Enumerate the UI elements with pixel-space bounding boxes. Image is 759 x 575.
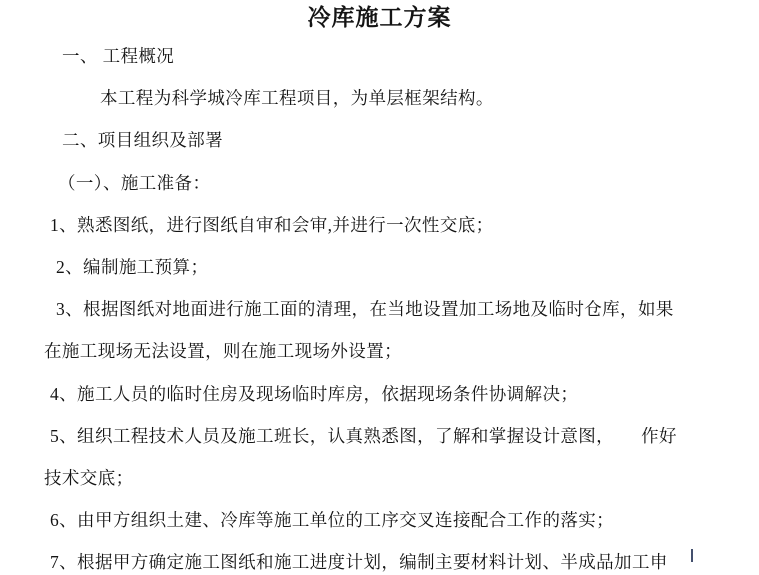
text-line: 5、组织工程技术人员及施工班长，认真熟悉图，了解和掌握设计意图， 作好 xyxy=(50,425,677,446)
document-title: 冷库施工方案 xyxy=(307,5,452,30)
text-line: 技术交底； xyxy=(44,467,134,488)
text-line: 二、项目组织及部署 xyxy=(62,130,224,151)
text-line: 3、根据图纸对地面进行施工面的清理，在当地设置加工场地及临时仓库，如果 xyxy=(56,299,674,320)
text-cursor xyxy=(691,549,693,562)
text-line: （一）、施工准备： xyxy=(58,172,211,193)
text-line: 7、根据甲方确定施工图纸和施工进度计划，编制主要材料计划、半成品加工申 xyxy=(50,552,668,573)
text-line: 在施工现场无法设置，则在施工现场外设置； xyxy=(44,341,402,362)
text-line: 一、 工程概况 xyxy=(62,46,175,66)
text-line: 1、熟悉图纸，进行图纸自审和会审,并进行一次性交底； xyxy=(50,214,494,235)
text-line: 2、编制施工预算； xyxy=(56,256,209,277)
text-line: 4、施工人员的临时住房及现场临时库房，依据现场条件协调解决； xyxy=(50,383,579,404)
text-line: 本工程为科学城冷库工程项目，为单层框架结构。 xyxy=(100,88,494,109)
document-body xyxy=(0,35,759,575)
text-line: 6、由甲方组织土建、冷库等施工单位的工序交叉连接配合工作的落实； xyxy=(50,510,615,531)
